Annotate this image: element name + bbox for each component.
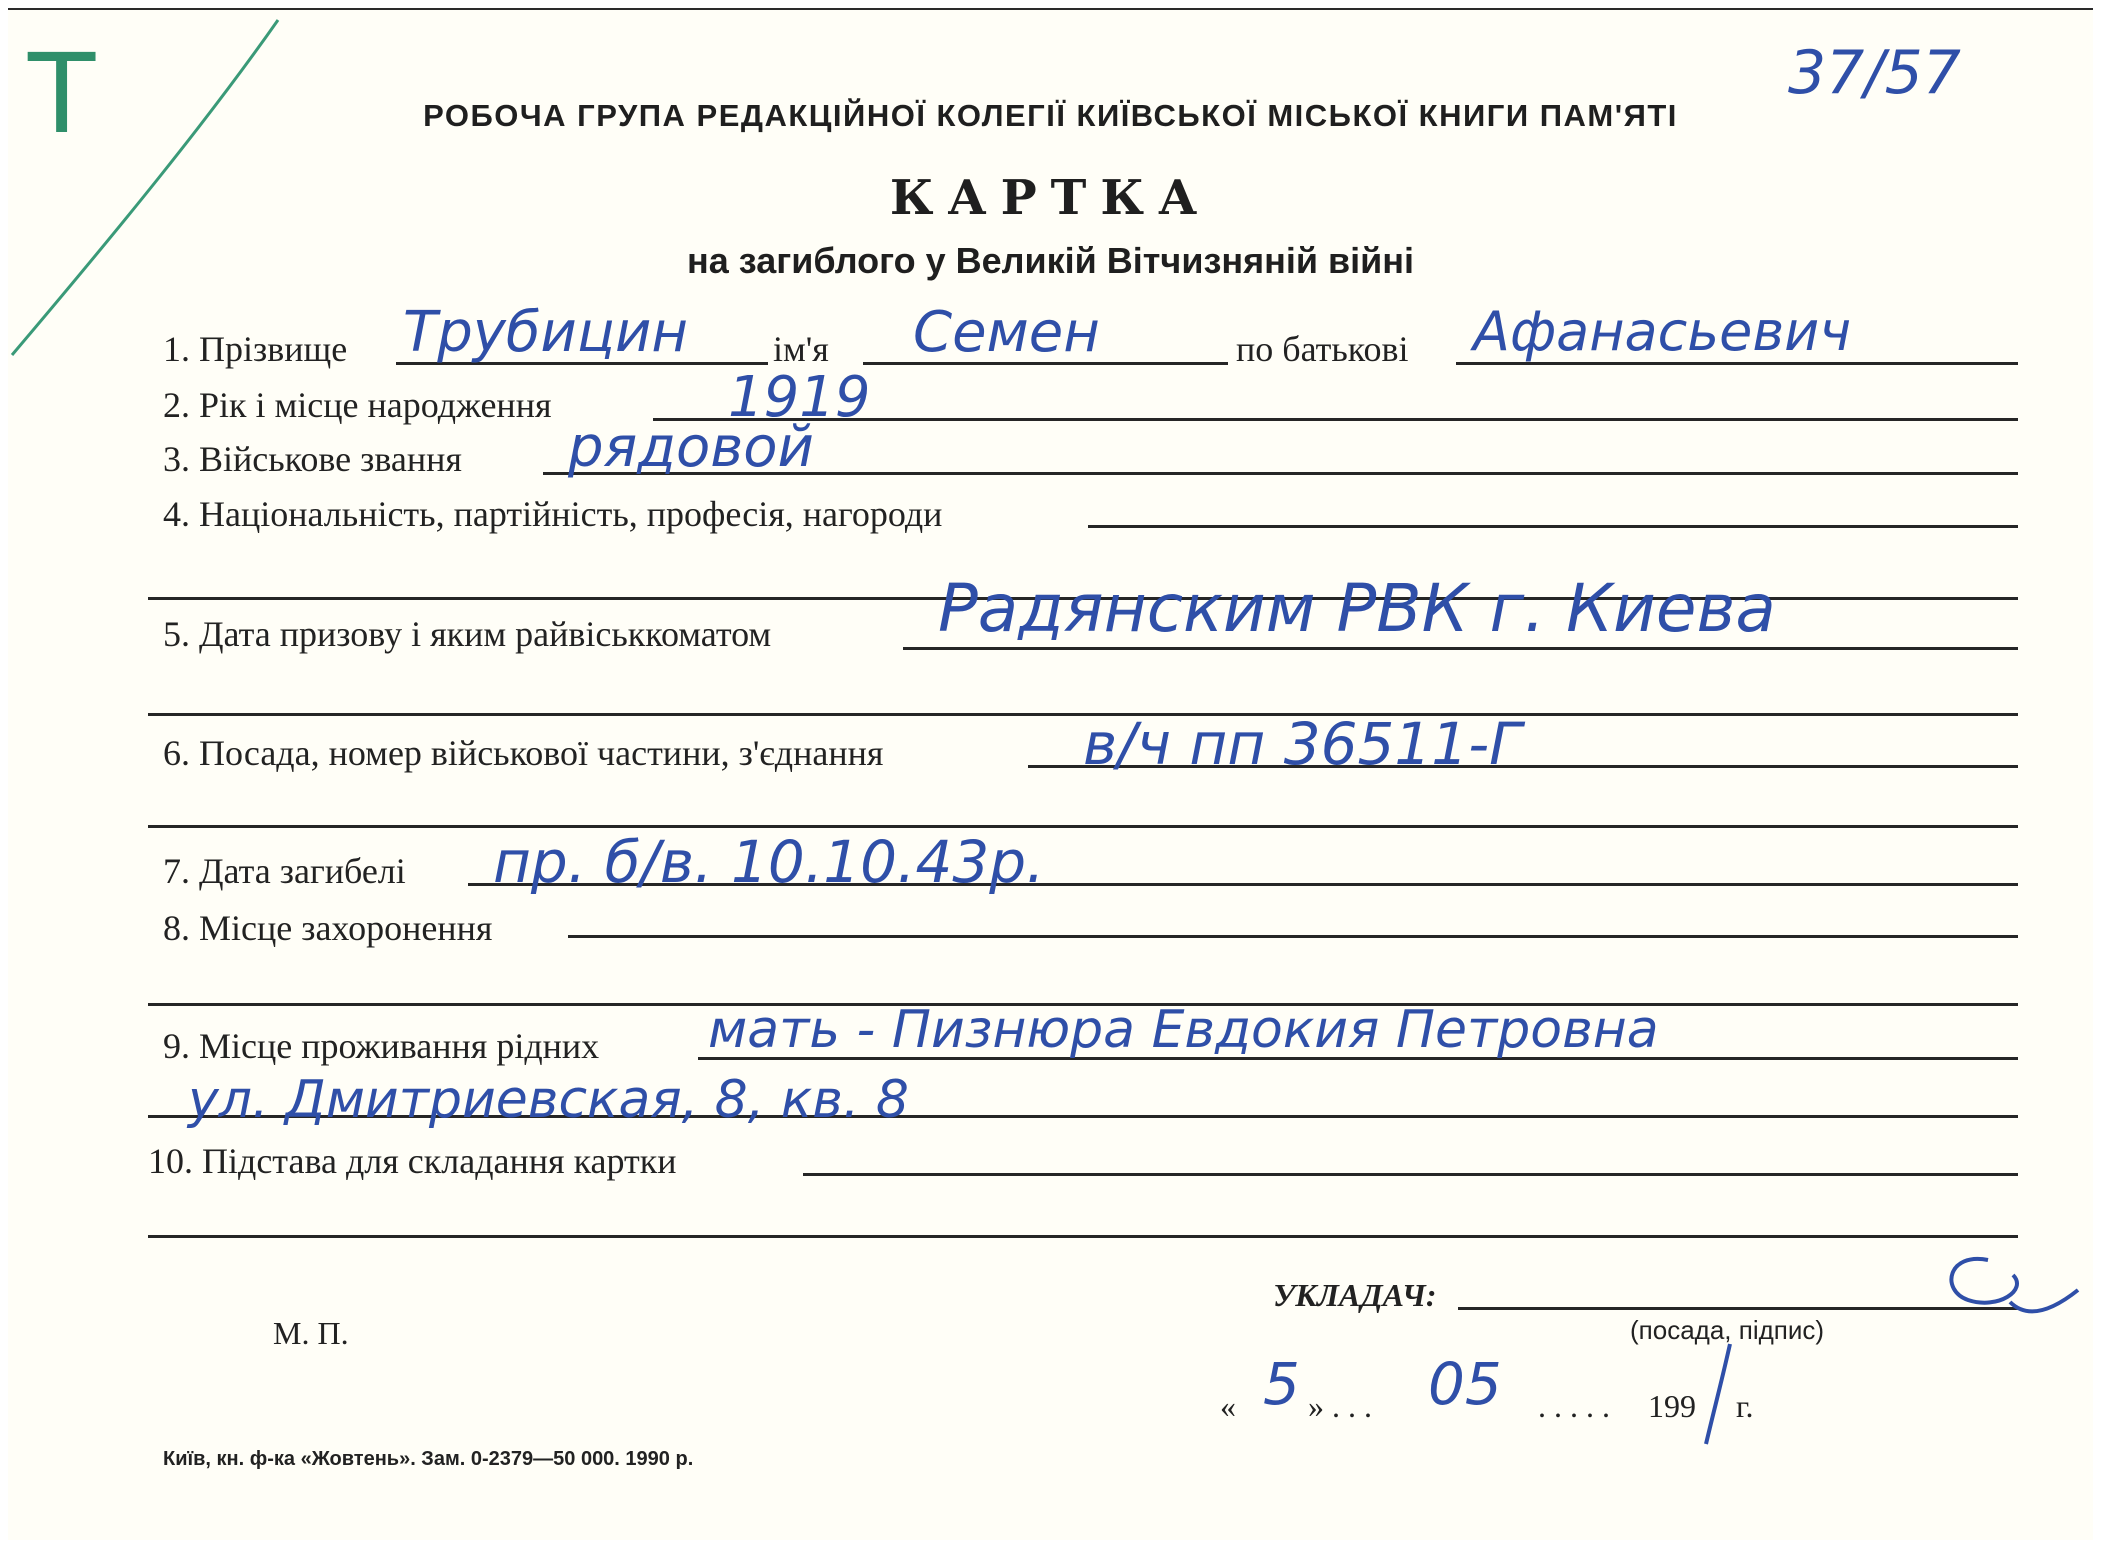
surname-value: Трубицин [403,300,688,365]
nationality-line [1088,525,2018,528]
form-subtitle: на загиблого у Великій Вітчизняній війні [687,240,1414,281]
date-month: 05 [1428,1350,1502,1418]
nationality-label: 4. Національність, партійність, професія, нагороди [163,494,943,534]
relatives-value-1: мать - Пизнюра Евдокия Петровна [708,1000,1659,1060]
patronymic-label: по батькові [1236,329,1409,369]
form-header: РОБОЧА ГРУПА РЕДАКЦІЙНОЇ КОЛЕГІЇ КИЇВСЬКОЇ МІСЬКОЇ КНИГИ ПАМ'ЯТІ [423,98,1678,133]
basis-label: 10. Підстава для складання картки [148,1141,677,1181]
stamp-label: М. П. [273,1315,349,1351]
surname-label: 1. Прізвище [163,329,348,369]
year-stroke [1698,1340,1738,1450]
basis-line-2 [148,1235,2018,1238]
patronymic-value: Афанасьевич [1473,300,1852,363]
conscription-value: Радянским РВК г. Киева [938,570,1776,647]
date-mid: » . . . [1308,1388,1372,1424]
unit-value: в/ч пп 36511-Г [1083,710,1522,778]
compiler-signature [1928,1230,2088,1340]
death-value: пр. б/в. 10.10.43р. [493,828,1045,896]
compiler-label: УКЛАДАЧ: [1273,1277,1437,1313]
printer-imprint: Київ, кн. ф-ка «Жовтень». Зам. 0-2379—50 000. 1990 р. [163,1448,694,1470]
burial-label: 8. Місце захоронення [163,908,493,948]
unit-label: 6. Посада, номер військової частини, з'єднання [163,733,884,773]
unit-line-2 [148,825,2018,828]
birth-label: 2. Рік і місце народження [163,385,552,425]
date-dots: . . . . . [1538,1388,1610,1424]
card-number: 37/57 [1788,38,1961,108]
basis-line [803,1173,2018,1176]
date-year: 199 [1648,1388,1696,1424]
archive-mark: Т [28,30,96,158]
conscription-line [903,647,2018,650]
date-suffix: г. [1736,1388,1754,1424]
burial-line [568,935,2018,938]
relatives-label: 9. Місце проживання рідних [163,1026,600,1066]
rank-value: рядовой [568,415,814,480]
conscription-label: 5. Дата призову і яким райвіськкоматом [163,614,772,654]
name-value: Семен [913,300,1100,365]
rank-label: 3. Військове звання [163,439,462,479]
name-label: ім'я [773,329,829,369]
death-label: 7. Дата загибелі [163,851,406,891]
relatives-value-2: ул. Дмитриевская, 8, кв. 8 [188,1070,909,1130]
date-open: « [1220,1388,1236,1424]
birth-value: 1919 [728,365,871,430]
compiler-note: (посада, підпис) [1630,1315,1825,1345]
memorial-card [8,8,2093,1540]
date-day: 5 [1263,1350,1300,1418]
form-title: КАРТКА [889,170,1212,226]
